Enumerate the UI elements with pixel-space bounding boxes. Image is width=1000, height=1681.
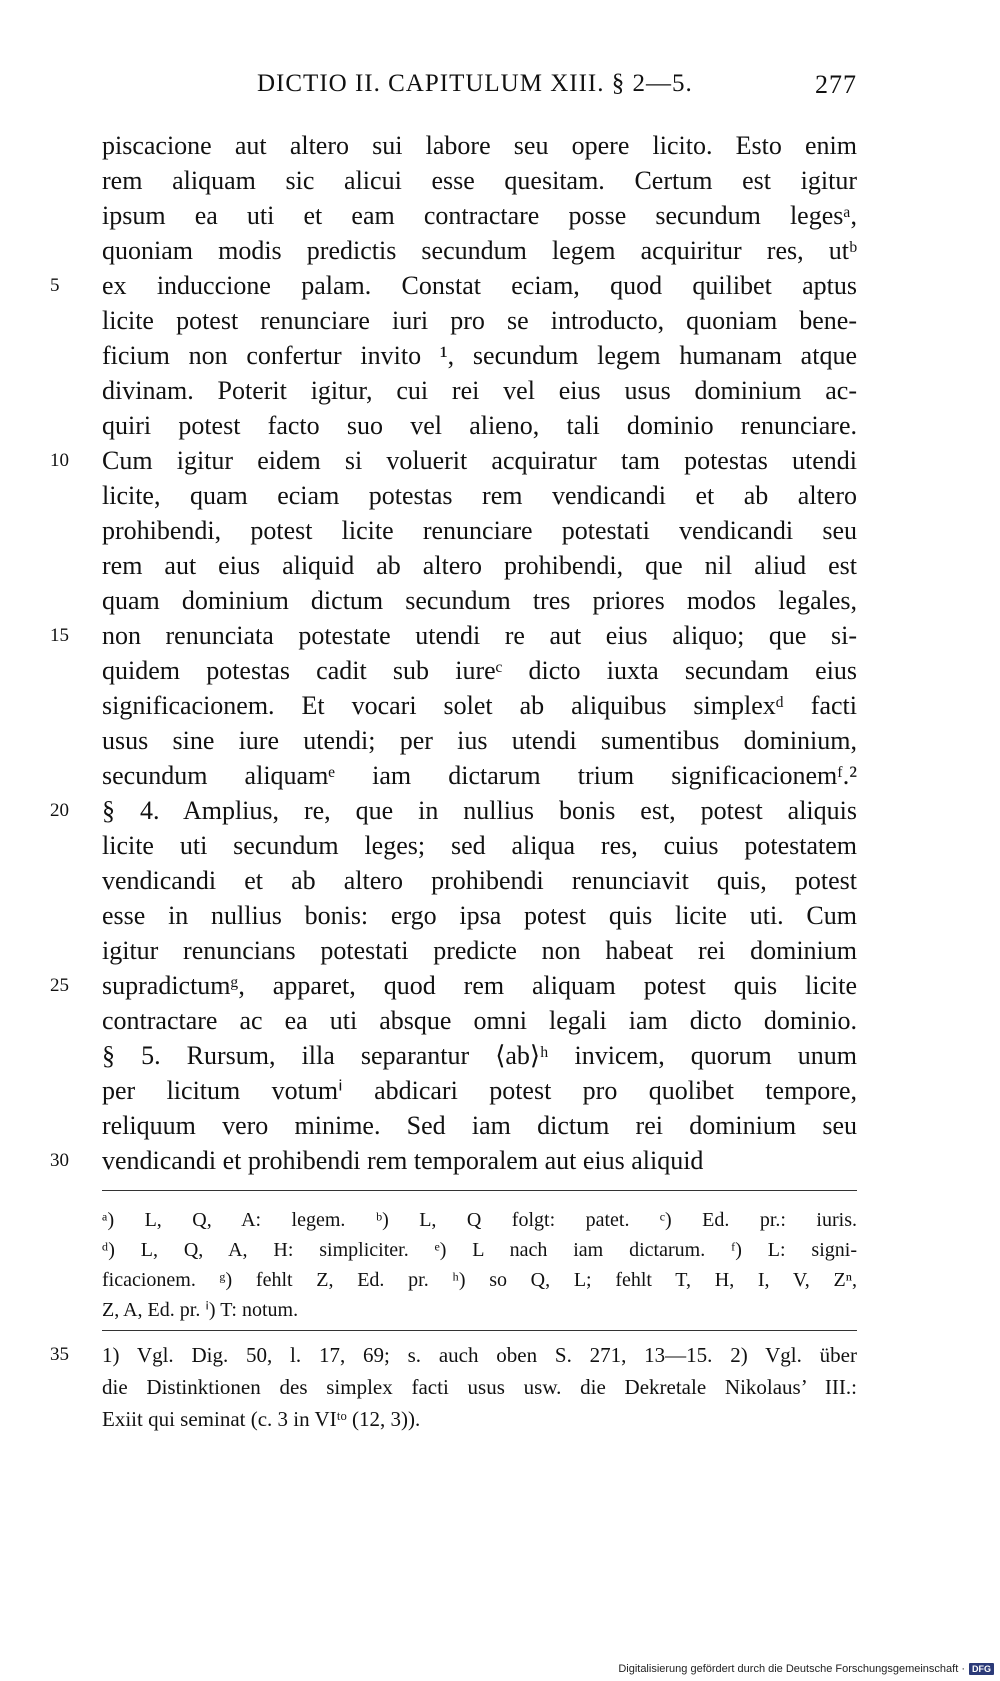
line-number: 35 (50, 1344, 69, 1365)
line-text: rem aut eius aliquid ab altero prohibendi, que nil aliud est (102, 551, 857, 580)
textual-apparatus (102, 1205, 857, 1325)
line-text: ex induccione palam. Constat eciam, quod quilibet aptus (102, 271, 857, 300)
line-text: licite, quam eciam potestas rem vendicandi et ab altero (102, 481, 857, 510)
running-title: DICTIO II. CAPITULUM XIII. § 2—5. (257, 70, 693, 97)
main-text (50, 128, 857, 1178)
reference-text: Exiit qui seminat (c. 3 in VIᵗᵒ (12, 3)). (102, 1407, 421, 1431)
line-text: secundum aliquamᵉ iam dictarum trium significacionemᶠ.² (102, 761, 857, 790)
line-text: non renunciata potestate utendi re aut eius aliquo; que si- (102, 621, 857, 650)
text-line (102, 723, 857, 758)
line-text: contractare ac ea uti absque omni legali iam dicto dominio. (102, 1006, 857, 1035)
line-text: Cum igitur eidem si voluerit acquiratur tam potestas utendi (102, 446, 857, 475)
reference-text: 1) Vgl. Dig. 50, l. 17, 69; s. auch oben S. 271, 13—15. 2) Vgl. über (102, 1343, 857, 1367)
text-line (50, 268, 857, 303)
line-text: quam dominium dictum secundum tres priores modos legales, (102, 586, 857, 615)
text-line (102, 653, 857, 688)
line-text: per licitum votumⁱ abdicari potest pro quolibet tempore, (102, 1076, 857, 1105)
text-line (50, 1143, 857, 1178)
line-text: § 4. Amplius, re, que in nullius bonis est, potest aliquis (102, 796, 857, 825)
line-text: quoniam modis predictis secundum legem acquiritur res, utᵇ (102, 236, 857, 265)
line-text: ficium non confertur invito ¹, secundum legem humanam atque (102, 341, 857, 370)
line-text: supradictumᵍ, apparet, quod rem aliquam potest quis licite (102, 971, 857, 1000)
text-line (102, 1108, 857, 1143)
text-line (102, 758, 857, 793)
text-line (50, 443, 857, 478)
reference-text: die Distinktionen des simplex facti usus usw. die Dekretale Nikolaus’ III.: (102, 1375, 857, 1399)
apparatus-line: ᵈ) L, Q, A, H: simpliciter. ᵉ) L nach iam dictarum. ᶠ) L: signi- (102, 1239, 857, 1261)
line-text: prohibendi, potest licite renunciare potestati vendicandi seu (102, 516, 857, 545)
running-header (257, 70, 857, 106)
text-line (102, 408, 857, 443)
text-line (102, 198, 857, 233)
line-text: piscacione aut altero sui labore seu opere licito. Esto enim (102, 131, 857, 160)
text-line (102, 863, 857, 898)
line-text: § 5. Rursum, illa separantur ⟨ab⟩ʰ invicem, quorum unum (102, 1041, 857, 1070)
footnote-rule-1 (102, 1190, 857, 1191)
text-line (102, 1073, 857, 1108)
line-number: 5 (50, 275, 60, 296)
page-number: 277 (815, 70, 857, 99)
line-number: 20 (50, 800, 69, 821)
line-text: vendicandi et ab altero prohibendi renunciavit quis, potest (102, 866, 857, 895)
digitization-note: Digitalisierung gefördert durch die Deutsche Forschungsgemeinschaft · (618, 1663, 965, 1675)
reference-line (102, 1403, 857, 1435)
line-text: ipsum ea uti et eam contractare posse secundum legesᵃ, (102, 201, 857, 230)
line-text: rem aliquam sic alicui esse quesitam. Certum est igitur (102, 166, 857, 195)
text-line (102, 898, 857, 933)
text-line (102, 233, 857, 268)
footnote-rule-2 (102, 1330, 857, 1331)
text-line (102, 688, 857, 723)
line-text: quidem potestas cadit sub iureᶜ dicto iuxta secundam eius (102, 656, 857, 685)
text-line (50, 968, 857, 1003)
text-line (102, 303, 857, 338)
line-text: reliquum vero minime. Sed iam dictum rei dominium seu (102, 1111, 857, 1140)
apparatus-line: ᵃ) L, Q, A: legem. ᵇ) L, Q folgt: patet. ᶜ) Ed. pr.: iuris. (102, 1209, 857, 1231)
line-text: vendicandi et prohibendi rem temporalem aut eius aliquid (102, 1146, 704, 1175)
digitization-credit (618, 1663, 994, 1675)
line-number: 30 (50, 1150, 69, 1171)
text-line (102, 1038, 857, 1073)
text-line (102, 583, 857, 618)
line-text: esse in nullius bonis: ergo ipsa potest quis licite uti. Cum (102, 901, 857, 930)
text-line (102, 548, 857, 583)
text-line (102, 513, 857, 548)
line-number: 25 (50, 975, 69, 996)
text-line (102, 373, 857, 408)
reference-line (102, 1371, 857, 1403)
line-number: 15 (50, 625, 69, 646)
text-line (102, 933, 857, 968)
dfg-logo: DFG (969, 1663, 994, 1675)
text-line (50, 618, 857, 653)
text-line (102, 163, 857, 198)
line-text: divinam. Poterit igitur, cui rei vel eius usus dominium ac- (102, 376, 857, 405)
text-line (102, 338, 857, 373)
line-text: usus sine iure utendi; per ius utendi sumentibus dominium, (102, 726, 857, 755)
reference-line (50, 1339, 857, 1371)
line-text: igitur renuncians potestati predicte non habeat rei dominium (102, 936, 857, 965)
line-text: licite uti secundum leges; sed aliqua res, cuius potestatem (102, 831, 857, 860)
line-text: significacionem. Et vocari solet ab aliquibus simplexᵈ facti (102, 691, 857, 720)
text-line (102, 1003, 857, 1038)
line-text: quiri potest facto suo vel alieno, tali dominio renunciare. (102, 411, 857, 440)
reference-notes (50, 1339, 857, 1435)
apparatus-line: ficacionem. ᵍ) fehlt Z, Ed. pr. ʰ) so Q, L; fehlt T, H, I, V, Zⁿ, (102, 1269, 857, 1291)
text-line (102, 478, 857, 513)
apparatus-line: Z, A, Ed. pr. ⁱ) T: notum. (102, 1299, 299, 1321)
text-line (50, 793, 857, 828)
text-line (102, 128, 857, 163)
line-number: 10 (50, 450, 69, 471)
line-text: licite potest renunciare iuri pro se introducto, quoniam bene- (102, 306, 857, 335)
text-line (102, 828, 857, 863)
